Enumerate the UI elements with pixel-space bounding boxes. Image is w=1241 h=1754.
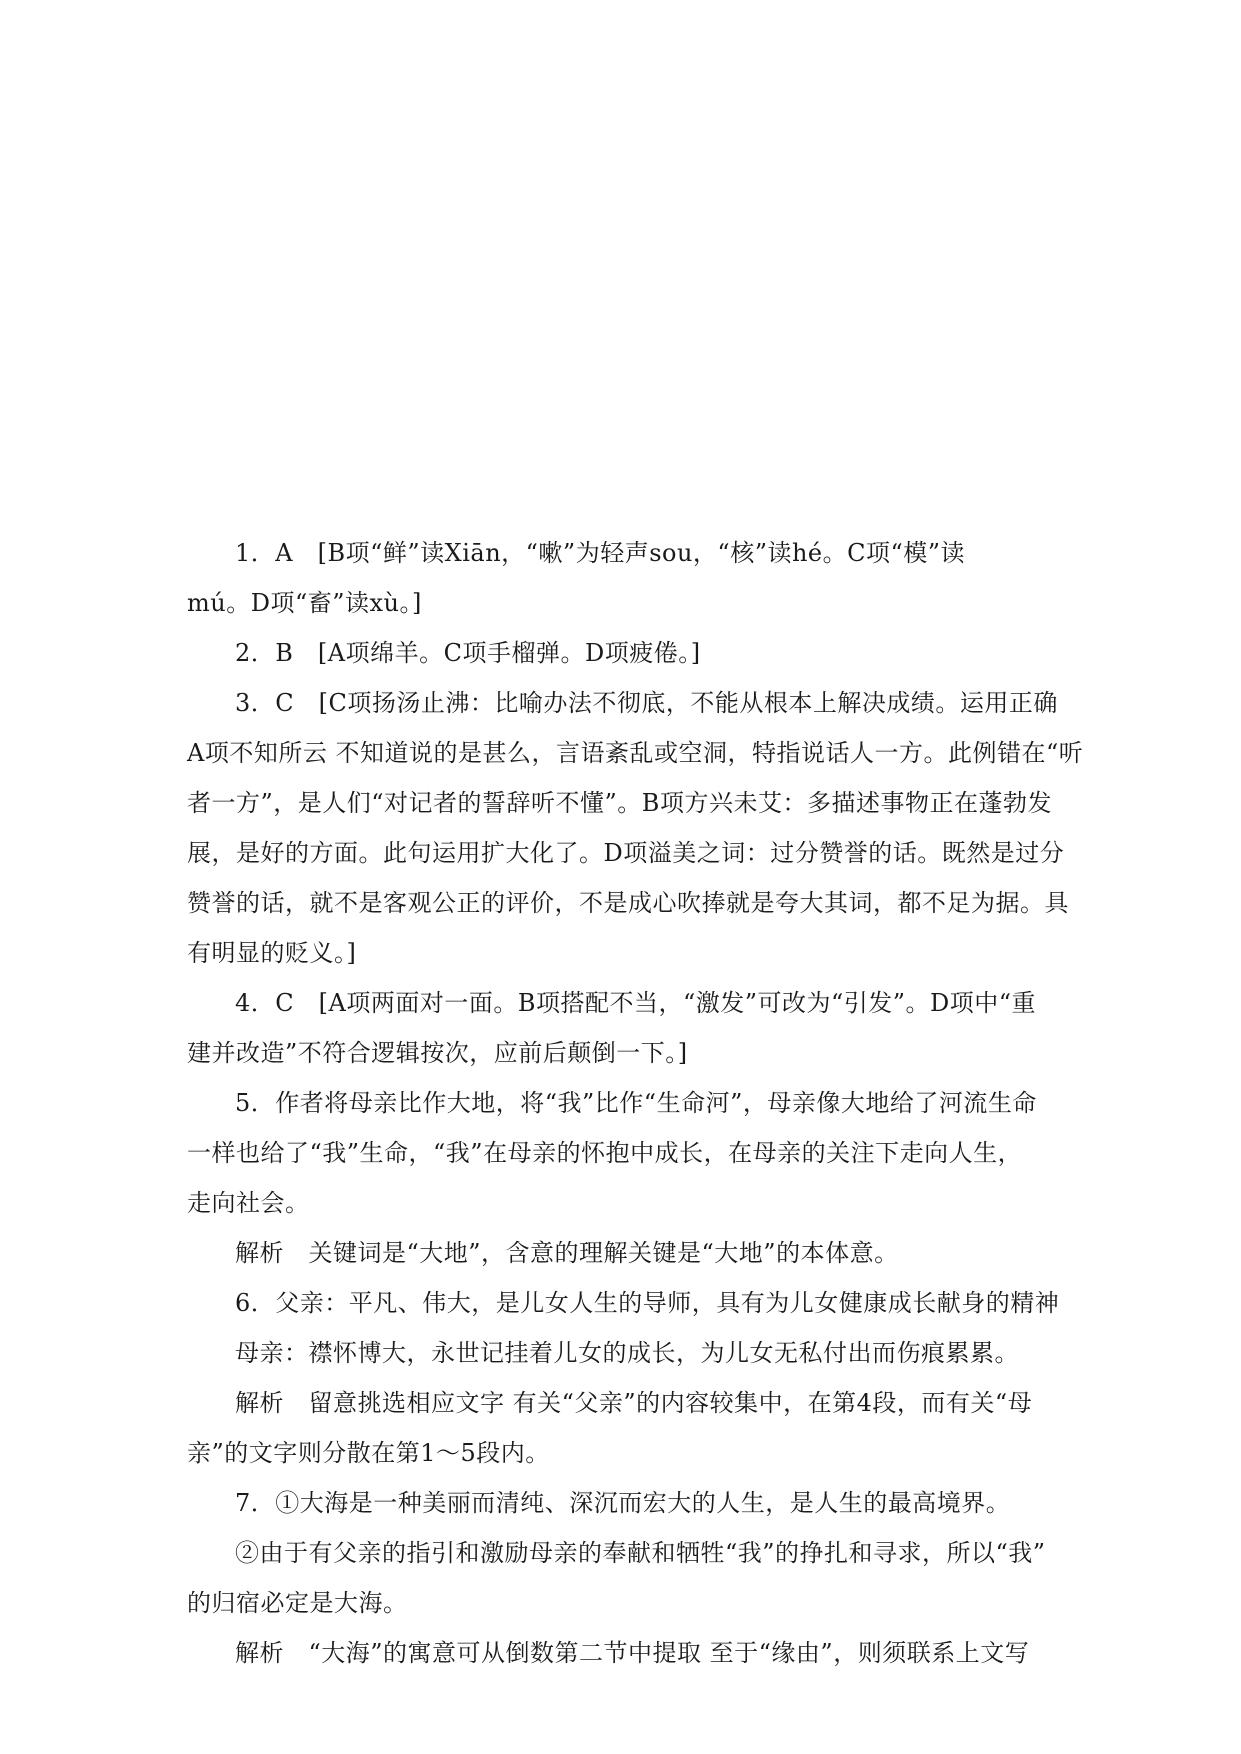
text-line: 母亲：襟怀博大，永世记挂着儿女的成长，为儿女无私付出而伤痕累累。: [235, 1339, 1019, 1367]
text-line: 解析 “大海”的寓意可从倒数第二节中提取 至于“缘由”，则须联系上文写: [235, 1639, 1030, 1667]
text-line: 有明显的贬义。]: [187, 939, 357, 967]
text-line: 3．C [C项扬汤止沸：比喻办法不彻底，不能从根本上解决成绩。运用正确: [235, 689, 1058, 717]
text-line: 一样也给了“我”生命，“我”在母亲的怀抱中成长，在母亲的关注下走向人生，: [187, 1139, 1023, 1167]
text-line: A项不知所云 不知道说的是甚么，言语紊乱或空洞，特指说话人一方。此例错在“听: [187, 739, 1084, 767]
text-line: 4．C [A项两面对一面。B项搭配不当，“激发”可改为“引发”。D项中“重: [235, 989, 1037, 1017]
text-line: 5．作者将母亲比作大地，将“我”比作“生命河”，母亲像大地给了河流生命: [235, 1089, 1037, 1117]
text-line: 展，是好的方面。此句运用扩大化了。D项溢美之词：过分赞誉的话。既然是过分: [187, 839, 1065, 867]
text-line: 7．①大海是一种美丽而清纯、深沉而宏大的人生，是人生的最高境界。: [235, 1489, 1011, 1517]
text-line: 解析 关键词是“大地”，含意的理解关键是“大地”的本体意。: [235, 1239, 899, 1267]
text-line: 2．B [A项绵羊。C项手榴弹。D项疲倦。]: [235, 639, 701, 667]
text-line: 赞誉的话，就不是客观公正的评价，不是成心吹捧就是夸大其词，都不足为据。具: [187, 889, 1069, 917]
text-line: 解析 留意挑选相应文字 有关“父亲”的内容较集中，在第4段，而有关“母: [235, 1389, 1033, 1417]
text-line: 者一方”，是人们“对记者的誓辞听不懂”。B项方兴未艾：多描述事物正在蓬勃发: [187, 789, 1052, 817]
text-line: 的归宿必定是大海。: [187, 1589, 408, 1617]
text-line: 6．父亲：平凡、伟大，是儿女人生的导师，具有为儿女健康成长献身的精神: [235, 1289, 1060, 1317]
text-line: 亲”的文字则分散在第1～5段内。: [187, 1439, 550, 1467]
answer-text-body: [187, 528, 1084, 1678]
text-line: mú。D项“畜”读xù。]: [187, 589, 422, 617]
text-line: 建并改造”不符合逻辑按次，应前后颠倒一下。]: [187, 1039, 688, 1067]
text-line: ②由于有父亲的指引和激励母亲的奉献和牺牲“我”的挣扎和寻求，所以“我”: [235, 1539, 1046, 1567]
text-line: 走向社会。: [187, 1189, 310, 1217]
text-line: 1．A [B项“鲜”读Xiān，“嗽”为轻声sou，“核”读hé。C项“模”读: [235, 539, 966, 567]
